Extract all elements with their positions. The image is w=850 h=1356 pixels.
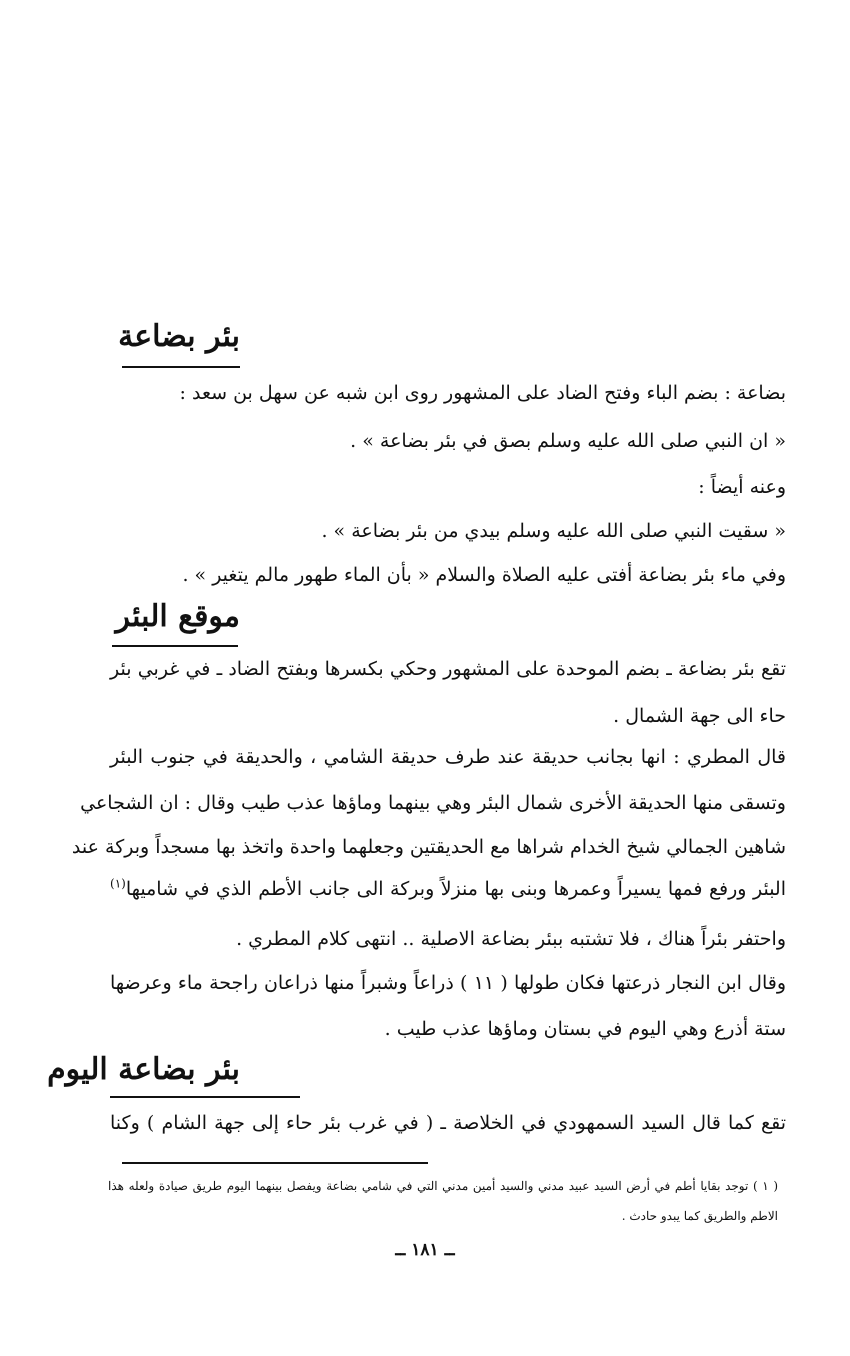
text-line: وتسقى منها الحديقة الأخرى شمال البئر وهي بينهما وماؤها عذب طيب وقال : ان الشجاعي [80, 792, 786, 814]
text-line-with-footnote-ref [110, 876, 786, 900]
text-line-content: البئر ورفع فمها يسيراً وعمرها وبنى بها منزلاً وبركة الى جانب الأطم الذي في شاميها [125, 878, 786, 900]
text-line: قال المطري : انها بجانب حديقة عند طرف حديقة الشامي ، والحديقة في جنوب البئر [110, 746, 786, 768]
text-line: وعنه أيضاً : [698, 476, 786, 498]
text-line: وقال ابن النجار ذرعتها فكان طولها ( ١١ ) ذراعاً وشبراً منها ذراعان راجحة ماء وعرضها [110, 972, 786, 994]
page-number: ــ ١٨١ ــ [395, 1240, 455, 1260]
text-line: بضاعة : بضم الباء وفتح الضاد على المشهور روى ابن شبه عن سهل بن سعد : [179, 382, 786, 404]
heading-underline [110, 1096, 300, 1098]
text-line: واحتفر بئراً هناك ، فلا تشتبه ببئر بضاعة الاصلية .. انتهى كلام المطري . [236, 928, 786, 950]
text-line: تقع كما قال السيد السمهودي في الخلاصة ـ ( في غرب بئر حاء إلى جهة الشام ) وكنا [110, 1112, 786, 1134]
text-line: وفي ماء بئر بضاعة أفتى عليه الصلاة والسلام « بأن الماء طهور مالم يتغير » . [182, 564, 786, 586]
footnote-separator [122, 1162, 428, 1164]
footnote-reference: (١) [110, 876, 126, 891]
text-line: « ان النبي صلى الله عليه وسلم بصق في بئر بضاعة » . [350, 430, 786, 452]
text-line: « سقيت النبي صلى الله عليه وسلم بيدي من بئر بضاعة » . [321, 520, 786, 542]
text-line: ستة أذرع وهي اليوم في بستان وماؤها عذب طيب . [384, 1018, 786, 1040]
text-line: شاهين الجمالي شيخ الخدام شراها مع الحديقتين وجعلهما واحدة واتخذ بها مسجداً وبركة عند [71, 836, 786, 858]
section-heading-well-today: بئر بضاعة اليوم [47, 1052, 240, 1087]
text-line: حاء الى جهة الشمال . [613, 705, 786, 727]
text-line: تقع بئر بضاعة ـ بضم الموحدة على المشهور وحكي بكسرها وبفتح الضاد ـ في غربي بئر [110, 658, 786, 680]
heading-underline [112, 645, 238, 647]
section-heading-well-location: موقع البئر [115, 599, 240, 634]
footnote-line: ( ١ ) توجد بقايا أطم في أرض السيد عبيد مدني والسيد أمين مدني التي في شامي بضاعة ويفصل بينهما اليوم طريق صيادة ولعله هذا [108, 1179, 779, 1193]
heading-underline [122, 366, 240, 368]
section-heading-bir-budaah: بئر بضاعة [118, 319, 240, 354]
footnote-line: الاطم والطريق كما يبدو حادث . [621, 1209, 778, 1223]
